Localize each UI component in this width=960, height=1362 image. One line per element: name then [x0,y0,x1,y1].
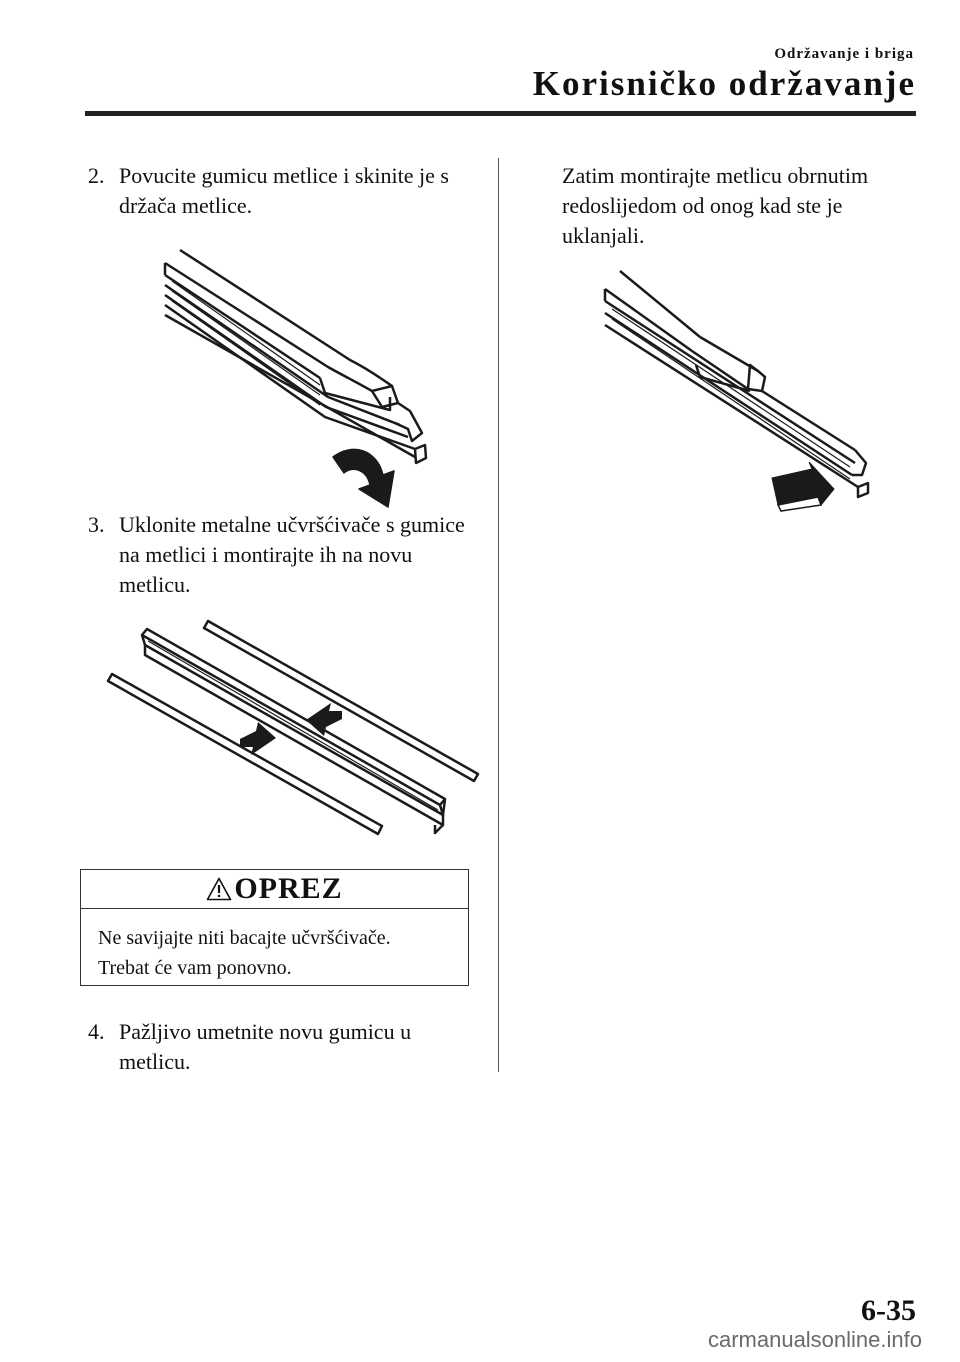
section-title: Održavanje i briga [774,46,914,62]
caution-line: Trebat će vam ponovno. [98,957,292,979]
figure-transfer-stiffeners [100,615,490,845]
step-text: Povucite gumicu metlice i skinite je s držača metlice. [119,163,449,218]
step-number: 4. [88,1019,105,1044]
arrow-icon [772,462,834,511]
step-2 [88,161,483,221]
page-number: 6-35 [861,1294,916,1327]
header-rule [85,111,916,116]
column-divider [498,158,499,1072]
curved-arrow-icon [333,449,394,507]
step-text: Pažljivo umetnite novu gumicu u metlicu. [119,1019,412,1074]
watermark: carmanualsonline.info [707,1327,922,1352]
warning-triangle-icon [206,877,232,901]
caution-title: OPREZ [234,872,343,905]
caution-header [81,870,468,909]
step-text: Uklonite metalne učvršćivače s gumice na metlici i montirajte ih na novu metlicu. [119,512,465,597]
caution-box [80,869,469,986]
step-4 [88,1017,483,1077]
step-number: 2. [88,163,105,188]
reinstall-instruction: Zatim montirajte metlicu obrnutim redoslijedom od onog kad ste je uklanjali. [562,163,869,248]
figure-remove-rubber [150,235,440,510]
figure-install-rubber [600,265,890,515]
page-title: Korisničko održavanje [532,64,916,103]
caution-body [81,909,468,983]
caution-line: Ne savijajte niti bacajte učvršćivače. [98,927,391,949]
step-3 [88,510,483,600]
step-number: 3. [88,512,105,537]
